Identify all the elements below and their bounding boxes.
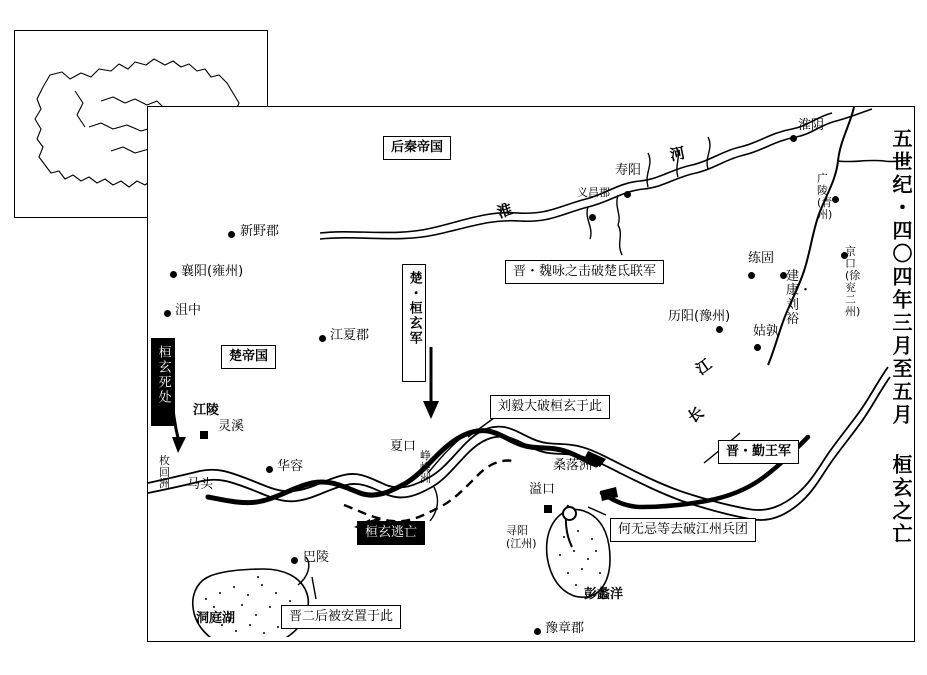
city-label-yichangjun: 义昌郡 (577, 186, 610, 199)
water-label-dongtinghu: 洞庭湖 (196, 611, 236, 626)
army-label-jin-qinwang: 晋・勤王军 (718, 440, 799, 464)
water-label-pengliyang: 彭蠡洋 (584, 587, 624, 602)
city-dot-juzhong (164, 310, 171, 317)
city-label-sangluozhou: 桑落洲 (553, 458, 593, 473)
black-box-huanxuan-death-place: 桓玄死处 (151, 338, 175, 426)
city-label-yikou: 溢口 (529, 482, 556, 497)
city-dot-xiangyang (170, 271, 177, 278)
city-label-jiangxiajun: 江夏郡 (330, 328, 370, 343)
city-label-matou: 马头 (187, 477, 214, 492)
event-liuyi-defeat-huanxuan: 刘毅大破桓玄于此 (490, 395, 610, 419)
city-label-meihuizhou: 枚回洲 (159, 454, 170, 491)
event-wei-yongzhi-defeat: 晋・魏咏之击破楚氐联军 (505, 260, 664, 284)
city-label-xiakou: 夏口 (390, 439, 417, 454)
event-jiner-resettled: 晋二后被安置于此 (281, 605, 401, 629)
city-label-baling: 巴陵 (303, 550, 330, 565)
map-geometry (148, 107, 910, 637)
city-square-jiangling (200, 431, 208, 439)
city-label-guangling: 广陵 (青州) (817, 172, 833, 222)
page-title: 五世纪・四〇四年三月至五月 桓玄之亡 (889, 128, 913, 546)
river-label-he: 河 (668, 143, 687, 165)
city-square-yikou (544, 505, 552, 513)
city-dot-yuzhangjun (534, 628, 541, 635)
city-dot-yichangjun (589, 214, 596, 221)
city-dot-guangling (832, 196, 839, 203)
main-map-frame (147, 106, 915, 642)
river-label-huai: 淮 (494, 200, 515, 222)
river-label-jiang: 江 (692, 355, 716, 379)
city-dot-lianhu (748, 272, 755, 279)
city-label-jiangling: 江陵 (193, 403, 220, 418)
army-label-chu-huanxuan: 楚・桓玄军 (402, 264, 426, 382)
city-label-juzhong: 沮中 (175, 303, 202, 318)
city-label-yuzhangjun: 豫章郡 (545, 621, 585, 636)
city-dot-baling (291, 557, 298, 564)
city-dot-jiangxiajun (319, 335, 326, 342)
city-label-xiangyang: 襄阳(雍州) (181, 264, 244, 279)
city-label-jiankang: 建康・刘裕 (786, 269, 813, 327)
city-dot-shouyang (624, 191, 631, 198)
event-hewuji-defeat-jiangzhou: 何无忌等去破江州兵团 (610, 518, 756, 542)
city-dot-xinyejun (228, 231, 235, 238)
city-label-xunyang: 寻阳 (江州) (506, 524, 537, 550)
city-dot-huarong (266, 466, 273, 473)
city-label-zhengrongzhou: 峥嵘洲 (420, 449, 431, 486)
empire-label-houqin: 后秦帝国 (383, 136, 451, 160)
city-label-lingxi: 灵溪 (218, 419, 245, 434)
city-label-huarong: 华容 (277, 459, 304, 474)
city-dot-liyang (716, 326, 723, 333)
city-label-liyang: 历阳(豫州) (668, 309, 731, 324)
city-label-shouyang: 寿阳 (615, 163, 642, 178)
city-dot-huaiyin (790, 135, 797, 142)
river-label-chang: 长 (684, 403, 708, 427)
city-label-gushu: 姑孰 (753, 324, 780, 339)
empire-label-chu: 楚帝国 (221, 345, 276, 369)
city-label-xinyejun: 新野郡 (240, 224, 280, 239)
city-ring-sangluozhou (562, 506, 577, 521)
city-dot-gushu (754, 344, 761, 351)
black-box-huanxuan-flight: 桓玄逃亡 (357, 521, 425, 545)
city-label-huaiyin: 淮阴 (798, 118, 825, 133)
city-label-jingkou: 京口 (徐兖二州) (845, 245, 861, 319)
city-label-lianhu: 练固 (748, 251, 775, 266)
